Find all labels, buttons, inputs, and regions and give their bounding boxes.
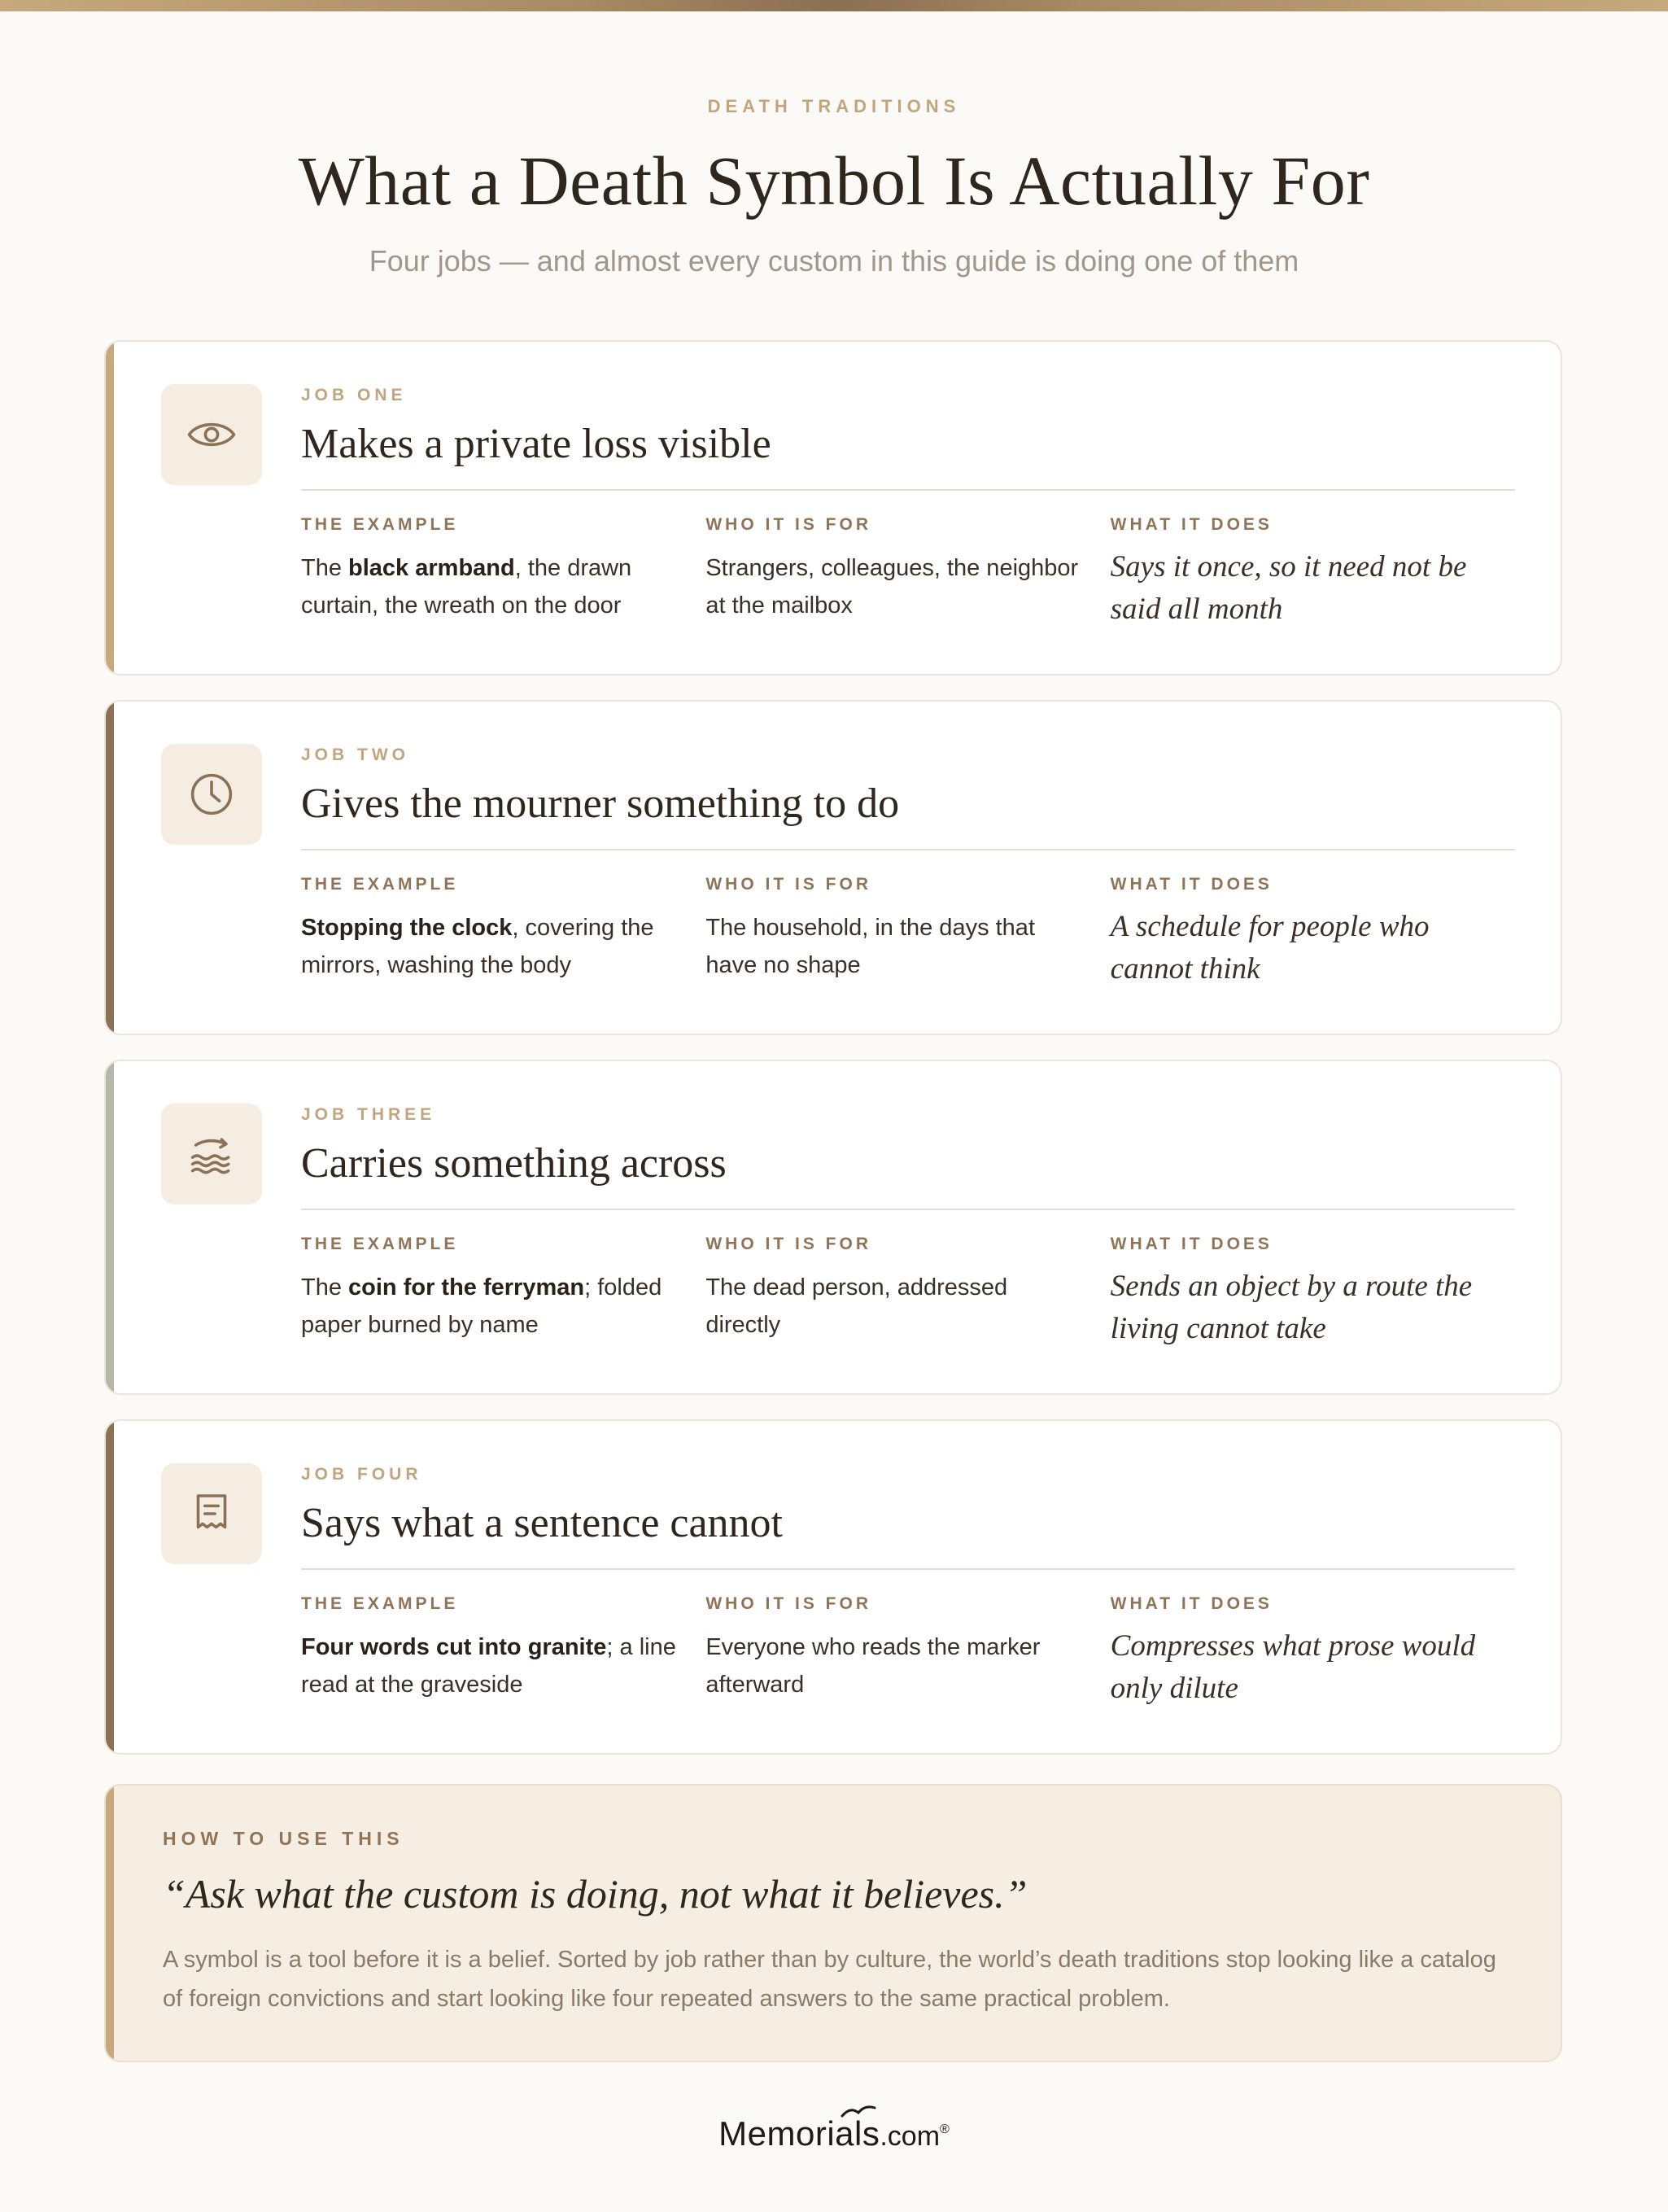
icon-tile [161,384,262,485]
example-column [301,875,705,990]
example-text: Four words cut into granite; a line read at the graveside [301,1634,676,1698]
example-label: THE EXAMPLE [301,1594,459,1613]
page-header [0,96,1668,278]
effect-column [1111,515,1515,631]
clock-icon [185,767,238,821]
job-label: JOB FOUR [301,1465,422,1484]
audience-text: The dead person, addressed directly [705,1274,1008,1338]
example-column [301,1594,705,1710]
job-columns [301,1594,1515,1710]
example-highlight: Four words cut into granite [301,1634,607,1660]
effect-label: WHAT IT DOES [1110,1594,1273,1613]
icon-tile [161,1463,262,1564]
job-card-one [104,340,1562,675]
card-content [301,745,1515,990]
audience-label: WHO IT IS FOR [705,1594,871,1613]
audience-column [705,875,1110,990]
audience-column [705,1594,1110,1710]
card-accent-stripe [106,702,114,1034]
job-columns [301,1235,1515,1350]
job-title: Gives the mourner something to do [301,780,1515,850]
example-text: Stopping the clock, covering the mirrors, washing the body [301,915,654,978]
usage-label: HOW TO USE THIS [163,1828,404,1849]
effect-text: Compresses what prose would only dilute [1110,1629,1476,1705]
logo-registered: ® [940,2122,950,2136]
top-accent-bar [0,0,1668,11]
example-highlight: Stopping the clock [301,915,513,941]
page-subtitle: Four jobs — and almost every custom in this guide is doing one of them [369,244,1299,278]
effect-column [1111,875,1515,990]
example-label: THE EXAMPLE [301,515,459,534]
example-label: THE EXAMPLE [301,1235,459,1253]
usage-quote: “Ask what the custom is doing, not what it believes.” [163,1871,1028,1917]
icon-tile [161,744,262,845]
logo-brand: Memorials [718,2114,880,2153]
card-content [301,1105,1515,1350]
eye-icon [185,408,238,461]
audience-label: WHO IT IS FOR [705,875,871,894]
audience-label: WHO IT IS FOR [705,515,871,534]
example-text: The black armband, the drawn curtain, the wreath on the door [301,555,632,619]
icon-tile [161,1104,262,1204]
usage-body: A symbol is a tool before it is a belief. Sorted by job rather than by culture, the world’s death traditions stop looking like a catalog of foreign convictions and start looking like four repeated answers to the same practical problem. [163,1947,1496,2012]
job-label: JOB THREE [301,1105,436,1124]
effect-column [1111,1594,1515,1710]
job-title: Makes a private loss visible [301,420,1515,491]
job-card-four [104,1419,1562,1755]
audience-text: The household, in the days that have no shape [705,915,1035,978]
job-card-three [104,1060,1562,1395]
example-text: The coin for the ferryman; folded paper burned by name [301,1274,662,1338]
effect-label: WHAT IT DOES [1110,515,1273,534]
example-column [301,515,705,631]
example-column [301,1235,705,1350]
example-highlight: coin for the ferryman [348,1274,585,1301]
effect-label: WHAT IT DOES [1110,875,1273,894]
audience-column [705,1235,1110,1350]
effect-column [1111,1235,1515,1350]
eyebrow: DEATH TRADITIONS [707,96,961,116]
water-crossing-icon [185,1127,238,1181]
panel-accent-stripe [106,1786,114,2061]
job-label: JOB TWO [301,745,409,764]
card-accent-stripe [106,1421,114,1753]
card-content [301,386,1515,631]
example-highlight: black armband [348,555,515,581]
effect-text: A schedule for people who cannot think [1110,910,1430,986]
job-title: Says what a sentence cannot [301,1499,1515,1570]
effect-label: WHAT IT DOES [1110,1235,1273,1253]
audience-text: Everyone who reads the marker afterward [705,1634,1041,1698]
example-label: THE EXAMPLE [301,875,459,894]
page-title: What a Death Symbol Is Actually For [298,142,1370,220]
job-title: Carries something across [301,1139,1515,1210]
job-label: JOB ONE [301,386,407,404]
effect-text: Sends an object by a route the living cannot take [1110,1270,1473,1345]
card-accent-stripe [106,342,114,674]
card-accent-stripe [106,1061,114,1393]
job-card-two [104,700,1562,1035]
logo-tld: .com [880,2121,941,2152]
audience-label: WHO IT IS FOR [705,1235,871,1253]
job-cards [104,340,1562,1779]
job-columns [301,875,1515,990]
how-to-use-panel [104,1784,1562,2062]
card-content [301,1465,1515,1710]
job-columns [301,515,1515,631]
memorials-logo [0,2114,1668,2153]
inscription-icon [185,1487,238,1541]
audience-text: Strangers, colleagues, the neighbor at the mailbox [705,555,1079,619]
bird-icon [841,2103,876,2119]
effect-text: Says it once, so it need not be said all month [1110,550,1467,626]
audience-column [705,515,1110,631]
